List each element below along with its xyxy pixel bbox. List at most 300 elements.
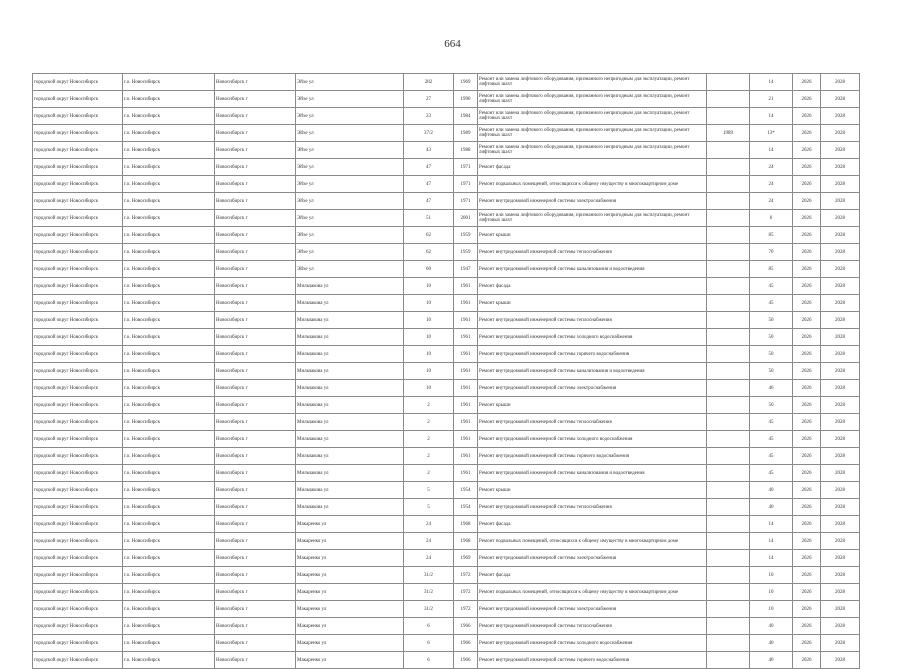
- build-year-cell: 1961: [454, 380, 478, 397]
- house-number-cell: 10: [404, 363, 454, 380]
- house-number-cell: 10: [404, 380, 454, 397]
- end-year-cell: 2028: [821, 550, 860, 567]
- table-row: [33, 346, 860, 363]
- table-row: [33, 618, 860, 635]
- table-row: [33, 74, 860, 91]
- area-cell: 85: [750, 261, 793, 278]
- house-number-cell: 47: [404, 159, 454, 176]
- end-year-cell: 2028: [821, 533, 860, 550]
- district-cell: г.о. Новосибирск: [123, 312, 215, 329]
- build-year-cell: 1968: [454, 516, 478, 533]
- work-type-cell: Ремонт или замена лифтового оборудования, признанного непригодным для эксплуатации, ремонт лифтовых шахт: [478, 74, 707, 91]
- build-year-cell: 1971: [454, 193, 478, 210]
- street-cell: Мильчакова ул: [296, 465, 404, 482]
- build-year-cell: 1959: [454, 227, 478, 244]
- extra-year-cell: [707, 516, 750, 533]
- district-cell: г.о. Новосибирск: [123, 465, 215, 482]
- end-year-cell: 2028: [821, 618, 860, 635]
- city-cell: Новосибирск г: [215, 244, 296, 261]
- district-cell: г.о. Новосибирск: [123, 618, 215, 635]
- municipality-cell: городской округ Новосибирск: [33, 261, 123, 278]
- city-cell: Новосибирск г: [215, 261, 296, 278]
- table-row: [33, 516, 860, 533]
- build-year-cell: 1954: [454, 482, 478, 499]
- end-year-cell: 2028: [821, 380, 860, 397]
- area-cell: 40: [750, 499, 793, 516]
- area-cell: 14: [750, 516, 793, 533]
- start-year-cell: 2026: [793, 210, 821, 227]
- start-year-cell: 2026: [793, 261, 821, 278]
- municipality-cell: городской округ Новосибирск: [33, 482, 123, 499]
- district-cell: г.о. Новосибирск: [123, 584, 215, 601]
- street-cell: Мильчакова ул: [296, 312, 404, 329]
- start-year-cell: 2026: [793, 125, 821, 142]
- end-year-cell: 2028: [821, 125, 860, 142]
- extra-year-cell: [707, 91, 750, 108]
- work-type-cell: Ремонт фасада: [478, 567, 707, 584]
- municipality-cell: городской округ Новосибирск: [33, 329, 123, 346]
- district-cell: г.о. Новосибирск: [123, 210, 215, 227]
- district-cell: г.о. Новосибирск: [123, 652, 215, 669]
- table-row: [33, 448, 860, 465]
- start-year-cell: 2026: [793, 91, 821, 108]
- extra-year-cell: [707, 584, 750, 601]
- end-year-cell: 2028: [821, 74, 860, 91]
- district-cell: г.о. Новосибирск: [123, 295, 215, 312]
- extra-year-cell: [707, 312, 750, 329]
- table-row: [33, 499, 860, 516]
- district-cell: г.о. Новосибирск: [123, 635, 215, 652]
- build-year-cell: 1972: [454, 584, 478, 601]
- city-cell: Новосибирск г: [215, 125, 296, 142]
- municipality-cell: городской округ Новосибирск: [33, 550, 123, 567]
- work-type-cell: Ремонт крыши: [478, 397, 707, 414]
- work-type-cell: Ремонт внутридомовой инженерной системы канализования и водоотведения: [478, 363, 707, 380]
- house-number-cell: 24: [404, 516, 454, 533]
- work-type-cell: Ремонт внутридомовой инженерной системы электроснабжения: [478, 601, 707, 618]
- extra-year-cell: [707, 499, 750, 516]
- city-cell: Новосибирск г: [215, 295, 296, 312]
- work-type-cell: Ремонт фасада: [478, 516, 707, 533]
- municipality-cell: городской округ Новосибирск: [33, 176, 123, 193]
- area-cell: 14: [750, 108, 793, 125]
- district-cell: г.о. Новосибирск: [123, 278, 215, 295]
- work-type-cell: Ремонт внутридомовой инженерной системы холодного водоснабжения: [478, 635, 707, 652]
- table-row: [33, 295, 860, 312]
- city-cell: Новосибирск г: [215, 584, 296, 601]
- area-cell: 50: [750, 397, 793, 414]
- street-cell: Мильчакова ул: [296, 431, 404, 448]
- build-year-cell: 1972: [454, 567, 478, 584]
- extra-year-cell: [707, 210, 750, 227]
- end-year-cell: 2028: [821, 244, 860, 261]
- build-year-cell: 1961: [454, 278, 478, 295]
- municipality-cell: городской округ Новосибирск: [33, 74, 123, 91]
- house-number-cell: 47: [404, 176, 454, 193]
- work-type-cell: Ремонт внутридомовой инженерной системы канализования и водоотведения: [478, 261, 707, 278]
- municipality-cell: городской округ Новосибирск: [33, 397, 123, 414]
- district-cell: г.о. Новосибирск: [123, 142, 215, 159]
- street-cell: Эйхе ул: [296, 91, 404, 108]
- extra-year-cell: [707, 295, 750, 312]
- area-cell: 70: [750, 244, 793, 261]
- house-number-cell: 6: [404, 618, 454, 635]
- table-row: [33, 312, 860, 329]
- table-row: [33, 125, 860, 142]
- street-cell: Эйхе ул: [296, 125, 404, 142]
- start-year-cell: 2026: [793, 516, 821, 533]
- area-cell: 40: [750, 482, 793, 499]
- build-year-cell: 1961: [454, 448, 478, 465]
- municipality-cell: городской округ Новосибирск: [33, 108, 123, 125]
- table-row: [33, 227, 860, 244]
- house-number-cell: 2: [404, 397, 454, 414]
- extra-year-cell: [707, 74, 750, 91]
- city-cell: Новосибирск г: [215, 652, 296, 669]
- table-row: [33, 159, 860, 176]
- house-number-cell: 24: [404, 550, 454, 567]
- build-year-cell: 1961: [454, 414, 478, 431]
- district-cell: г.о. Новосибирск: [123, 91, 215, 108]
- area-cell: 24: [750, 159, 793, 176]
- end-year-cell: 2028: [821, 295, 860, 312]
- extra-year-cell: [707, 448, 750, 465]
- house-number-cell: 60: [404, 261, 454, 278]
- house-number-cell: 2: [404, 448, 454, 465]
- street-cell: Мильчакова ул: [296, 414, 404, 431]
- build-year-cell: 1961: [454, 329, 478, 346]
- build-year-cell: 1961: [454, 312, 478, 329]
- start-year-cell: 2026: [793, 159, 821, 176]
- extra-year-cell: [707, 618, 750, 635]
- district-cell: г.о. Новосибирск: [123, 159, 215, 176]
- table-row: [33, 278, 860, 295]
- extra-year-cell: 1989: [707, 125, 750, 142]
- table-row: [33, 635, 860, 652]
- end-year-cell: 2028: [821, 227, 860, 244]
- city-cell: Новосибирск г: [215, 210, 296, 227]
- city-cell: Новосибирск г: [215, 142, 296, 159]
- street-cell: Мильчакова ул: [296, 448, 404, 465]
- house-number-cell: 10: [404, 329, 454, 346]
- house-number-cell: 2: [404, 465, 454, 482]
- district-cell: г.о. Новосибирск: [123, 499, 215, 516]
- area-cell: 45: [750, 295, 793, 312]
- municipality-cell: городской округ Новосибирск: [33, 465, 123, 482]
- house-number-cell: 282: [404, 74, 454, 91]
- street-cell: Макаренко ул: [296, 516, 404, 533]
- extra-year-cell: [707, 261, 750, 278]
- municipality-cell: городской округ Новосибирск: [33, 499, 123, 516]
- table-row: [33, 533, 860, 550]
- end-year-cell: 2028: [821, 499, 860, 516]
- extra-year-cell: [707, 159, 750, 176]
- city-cell: Новосибирск г: [215, 533, 296, 550]
- street-cell: Мильчакова ул: [296, 482, 404, 499]
- end-year-cell: 2028: [821, 312, 860, 329]
- build-year-cell: 1959: [454, 244, 478, 261]
- municipality-cell: городской округ Новосибирск: [33, 142, 123, 159]
- house-number-cell: 43: [404, 142, 454, 159]
- work-type-cell: Ремонт внутридомовой инженерной системы теплоснабжения: [478, 244, 707, 261]
- work-type-cell: Ремонт или замена лифтового оборудования, признанного непригодным для эксплуатации, ремонт лифтовых шахт: [478, 210, 707, 227]
- street-cell: Макаренко ул: [296, 618, 404, 635]
- area-cell: 14: [750, 74, 793, 91]
- municipality-cell: городской округ Новосибирск: [33, 125, 123, 142]
- build-year-cell: 1954: [454, 499, 478, 516]
- table-row: [33, 414, 860, 431]
- end-year-cell: 2028: [821, 363, 860, 380]
- municipality-cell: городской округ Новосибирск: [33, 210, 123, 227]
- build-year-cell: 1961: [454, 363, 478, 380]
- city-cell: Новосибирск г: [215, 278, 296, 295]
- work-type-cell: Ремонт крыши: [478, 295, 707, 312]
- extra-year-cell: [707, 482, 750, 499]
- street-cell: Макаренко ул: [296, 601, 404, 618]
- start-year-cell: 2026: [793, 533, 821, 550]
- build-year-cell: 1971: [454, 176, 478, 193]
- area-cell: 50: [750, 312, 793, 329]
- table-row: [33, 652, 860, 669]
- extra-year-cell: [707, 635, 750, 652]
- area-cell: 45: [750, 431, 793, 448]
- extra-year-cell: [707, 227, 750, 244]
- table-row: [33, 567, 860, 584]
- build-year-cell: 1988: [454, 142, 478, 159]
- start-year-cell: 2026: [793, 193, 821, 210]
- district-cell: г.о. Новосибирск: [123, 244, 215, 261]
- district-cell: г.о. Новосибирск: [123, 363, 215, 380]
- street-cell: Макаренко ул: [296, 652, 404, 669]
- extra-year-cell: [707, 431, 750, 448]
- area-cell: 40: [750, 618, 793, 635]
- area-cell: 24: [750, 176, 793, 193]
- work-type-cell: Ремонт фасада: [478, 159, 707, 176]
- street-cell: Мильчакова ул: [296, 397, 404, 414]
- work-type-cell: Ремонт внутридомовой инженерной системы горячего водоснабжения: [478, 652, 707, 669]
- page-number: 664: [444, 38, 461, 50]
- area-cell: 13*: [750, 125, 793, 142]
- street-cell: Мильчакова ул: [296, 363, 404, 380]
- house-number-cell: 6: [404, 652, 454, 669]
- table-row: [33, 397, 860, 414]
- municipality-cell: городской округ Новосибирск: [33, 516, 123, 533]
- table-row: [33, 176, 860, 193]
- house-number-cell: 23: [404, 108, 454, 125]
- municipality-cell: городской округ Новосибирск: [33, 380, 123, 397]
- street-cell: Эйхе ул: [296, 244, 404, 261]
- build-year-cell: 1990: [454, 91, 478, 108]
- extra-year-cell: [707, 601, 750, 618]
- city-cell: Новосибирск г: [215, 363, 296, 380]
- district-cell: г.о. Новосибирск: [123, 193, 215, 210]
- build-year-cell: 1961: [454, 346, 478, 363]
- city-cell: Новосибирск г: [215, 346, 296, 363]
- street-cell: Эйхе ул: [296, 108, 404, 125]
- work-type-cell: Ремонт внутридомовой инженерной системы электроснабжения: [478, 380, 707, 397]
- end-year-cell: 2028: [821, 193, 860, 210]
- extra-year-cell: [707, 329, 750, 346]
- city-cell: Новосибирск г: [215, 550, 296, 567]
- city-cell: Новосибирск г: [215, 482, 296, 499]
- municipality-cell: городской округ Новосибирск: [33, 584, 123, 601]
- house-number-cell: 47: [404, 193, 454, 210]
- extra-year-cell: [707, 533, 750, 550]
- work-type-cell: Ремонт внутридомовой инженерной системы теплоснабжения: [478, 312, 707, 329]
- table-row: [33, 584, 860, 601]
- district-cell: г.о. Новосибирск: [123, 482, 215, 499]
- city-cell: Новосибирск г: [215, 414, 296, 431]
- street-cell: Мильчакова ул: [296, 346, 404, 363]
- city-cell: Новосибирск г: [215, 193, 296, 210]
- district-cell: г.о. Новосибирск: [123, 227, 215, 244]
- work-type-cell: Ремонт внутридомовой инженерной системы теплоснабжения: [478, 618, 707, 635]
- district-cell: г.о. Новосибирск: [123, 74, 215, 91]
- street-cell: Эйхе ул: [296, 227, 404, 244]
- district-cell: г.о. Новосибирск: [123, 601, 215, 618]
- end-year-cell: 2028: [821, 652, 860, 669]
- end-year-cell: 2028: [821, 346, 860, 363]
- work-type-cell: Ремонт внутридомовой инженерной системы теплоснабжения: [478, 414, 707, 431]
- start-year-cell: 2026: [793, 601, 821, 618]
- start-year-cell: 2026: [793, 278, 821, 295]
- start-year-cell: 2026: [793, 482, 821, 499]
- extra-year-cell: [707, 278, 750, 295]
- table-row: [33, 261, 860, 278]
- extra-year-cell: [707, 176, 750, 193]
- table-row: [33, 193, 860, 210]
- end-year-cell: 2028: [821, 516, 860, 533]
- extra-year-cell: [707, 363, 750, 380]
- end-year-cell: 2028: [821, 584, 860, 601]
- table-row: [33, 142, 860, 159]
- house-number-cell: 6: [404, 635, 454, 652]
- extra-year-cell: [707, 380, 750, 397]
- start-year-cell: 2026: [793, 584, 821, 601]
- district-cell: г.о. Новосибирск: [123, 261, 215, 278]
- table-row: [33, 431, 860, 448]
- house-number-cell: 10: [404, 295, 454, 312]
- area-cell: 50: [750, 346, 793, 363]
- area-cell: 10: [750, 601, 793, 618]
- area-cell: 45: [750, 414, 793, 431]
- end-year-cell: 2028: [821, 142, 860, 159]
- table-row: [33, 244, 860, 261]
- start-year-cell: 2026: [793, 397, 821, 414]
- table-row: [33, 210, 860, 227]
- district-cell: г.о. Новосибирск: [123, 533, 215, 550]
- city-cell: Новосибирск г: [215, 465, 296, 482]
- municipality-cell: городской округ Новосибирск: [33, 414, 123, 431]
- municipality-cell: городской округ Новосибирск: [33, 227, 123, 244]
- house-number-cell: 62: [404, 244, 454, 261]
- end-year-cell: 2028: [821, 601, 860, 618]
- start-year-cell: 2026: [793, 244, 821, 261]
- start-year-cell: 2026: [793, 176, 821, 193]
- street-cell: Мильчакова ул: [296, 329, 404, 346]
- house-number-cell: 51: [404, 210, 454, 227]
- build-year-cell: 1961: [454, 397, 478, 414]
- city-cell: Новосибирск г: [215, 176, 296, 193]
- municipality-cell: городской округ Новосибирск: [33, 159, 123, 176]
- work-type-cell: Ремонт внутридомовой инженерной системы горячего водоснабжения: [478, 346, 707, 363]
- table-row: [33, 363, 860, 380]
- street-cell: Макаренко ул: [296, 635, 404, 652]
- build-year-cell: 1961: [454, 465, 478, 482]
- street-cell: Эйхе ул: [296, 176, 404, 193]
- house-number-cell: 37/2: [404, 125, 454, 142]
- district-cell: г.о. Новосибирск: [123, 516, 215, 533]
- extra-year-cell: [707, 397, 750, 414]
- work-type-cell: Ремонт внутридомовой инженерной системы электроснабжения: [478, 193, 707, 210]
- end-year-cell: 2028: [821, 108, 860, 125]
- city-cell: Новосибирск г: [215, 448, 296, 465]
- area-cell: 85: [750, 227, 793, 244]
- district-cell: г.о. Новосибирск: [123, 414, 215, 431]
- city-cell: Новосибирск г: [215, 567, 296, 584]
- start-year-cell: 2026: [793, 550, 821, 567]
- city-cell: Новосибирск г: [215, 74, 296, 91]
- build-year-cell: 1961: [454, 295, 478, 312]
- build-year-cell: 1966: [454, 635, 478, 652]
- area-cell: 14: [750, 533, 793, 550]
- city-cell: Новосибирск г: [215, 397, 296, 414]
- table-row: [33, 550, 860, 567]
- extra-year-cell: [707, 244, 750, 261]
- house-number-cell: 10: [404, 312, 454, 329]
- area-cell: 50: [750, 329, 793, 346]
- start-year-cell: 2026: [793, 74, 821, 91]
- house-number-cell: 2: [404, 431, 454, 448]
- district-cell: г.о. Новосибирск: [123, 329, 215, 346]
- work-type-cell: Ремонт фасада: [478, 278, 707, 295]
- build-year-cell: 1966: [454, 618, 478, 635]
- house-number-cell: 5: [404, 482, 454, 499]
- end-year-cell: 2028: [821, 635, 860, 652]
- district-cell: г.о. Новосибирск: [123, 431, 215, 448]
- municipality-cell: городской округ Новосибирск: [33, 652, 123, 669]
- build-year-cell: 1971: [454, 159, 478, 176]
- work-type-cell: Ремонт внутридомовой инженерной системы горячего водоснабжения: [478, 448, 707, 465]
- city-cell: Новосибирск г: [215, 108, 296, 125]
- city-cell: Новосибирск г: [215, 91, 296, 108]
- start-year-cell: 2026: [793, 295, 821, 312]
- end-year-cell: 2028: [821, 431, 860, 448]
- city-cell: Новосибирск г: [215, 635, 296, 652]
- street-cell: Мильчакова ул: [296, 278, 404, 295]
- area-cell: 45: [750, 465, 793, 482]
- end-year-cell: 2028: [821, 278, 860, 295]
- street-cell: Эйхе ул: [296, 210, 404, 227]
- end-year-cell: 2028: [821, 482, 860, 499]
- start-year-cell: 2026: [793, 329, 821, 346]
- table-row: [33, 601, 860, 618]
- city-cell: Новосибирск г: [215, 380, 296, 397]
- municipality-cell: городской округ Новосибирск: [33, 363, 123, 380]
- house-number-cell: 62: [404, 227, 454, 244]
- table-row: [33, 380, 860, 397]
- extra-year-cell: [707, 465, 750, 482]
- start-year-cell: 2026: [793, 618, 821, 635]
- start-year-cell: 2026: [793, 652, 821, 669]
- extra-year-cell: [707, 108, 750, 125]
- area-cell: 45: [750, 448, 793, 465]
- work-type-cell: Ремонт или замена лифтового оборудования, признанного непригодным для эксплуатации, ремонт лифтовых шахт: [478, 142, 707, 159]
- city-cell: Новосибирск г: [215, 499, 296, 516]
- municipality-cell: городской округ Новосибирск: [33, 635, 123, 652]
- house-number-cell: 31/2: [404, 601, 454, 618]
- build-year-cell: 1989: [454, 125, 478, 142]
